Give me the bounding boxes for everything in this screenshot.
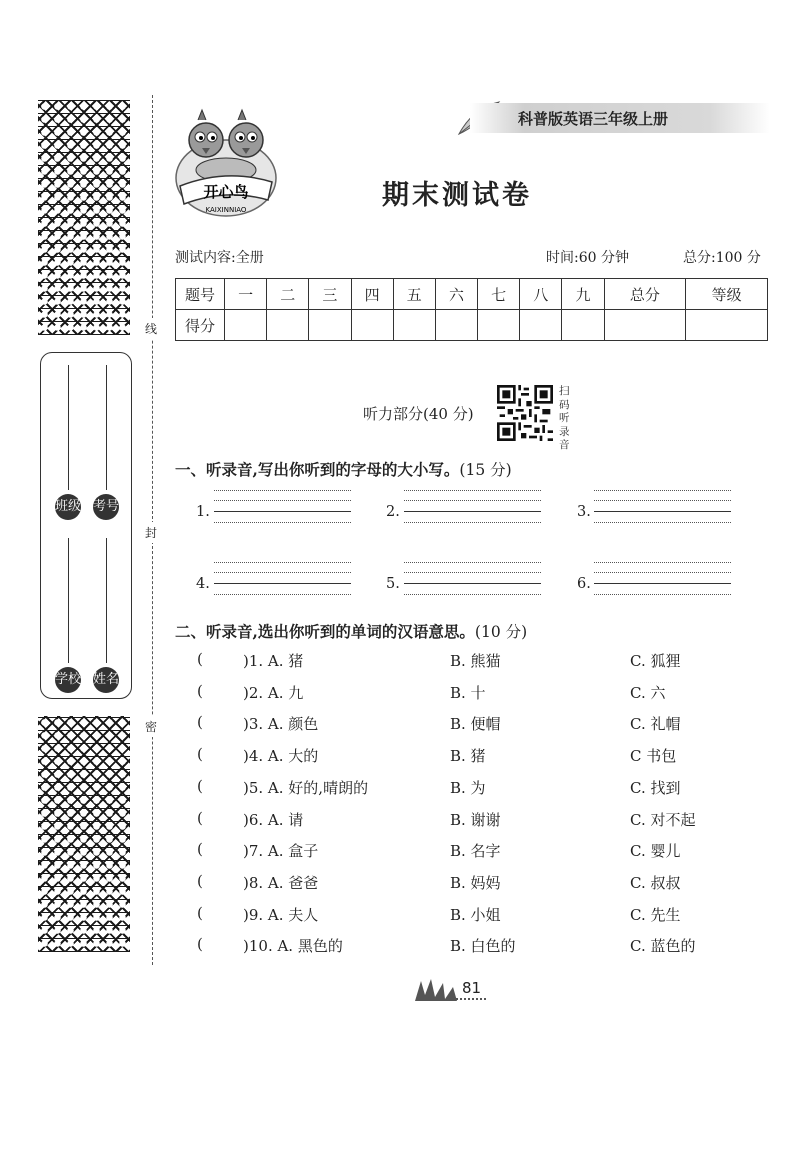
option-b[interactable]: B. 妈妈	[450, 874, 501, 892]
section2-heading	[175, 620, 527, 642]
test-time: 时间:60 分钟	[546, 250, 629, 266]
grass-icon	[413, 977, 459, 1003]
class-label: 班级	[55, 494, 81, 520]
option-a[interactable]: )3. A. 颜色	[243, 715, 319, 733]
decorative-pattern-top	[38, 100, 130, 335]
option-b[interactable]: B. 猪	[450, 747, 486, 765]
kaixinniao-logo	[172, 108, 280, 220]
answer-paren[interactable]: (	[197, 713, 203, 731]
option-a[interactable]: )4. A. 大的	[243, 747, 319, 765]
header-cell: 五	[393, 279, 435, 310]
option-b[interactable]: B. 十	[450, 684, 486, 702]
header-cell: 六	[435, 279, 477, 310]
score-table-score-row	[176, 310, 768, 341]
option-a[interactable]: )6. A. 请	[243, 811, 304, 829]
header-cell: 八	[520, 279, 562, 310]
class-write-line[interactable]	[68, 365, 69, 490]
write-num: 1.	[196, 504, 210, 520]
writing-lines-6[interactable]	[594, 562, 731, 595]
score-cell[interactable]	[267, 310, 309, 341]
section1-heading-text: 一、听录音,写出你听到的字母的大小写。	[175, 460, 460, 479]
page-number: 81	[462, 979, 482, 997]
binding-mark-seal: 封	[145, 522, 157, 543]
option-a[interactable]: )5. A. 好的,晴朗的	[243, 779, 369, 797]
score-cell[interactable]	[225, 310, 267, 341]
option-a[interactable]: )10. A. 黑色的	[243, 937, 343, 955]
banner-text: 科普版英语三年级上册	[518, 110, 669, 128]
header-cell: 二	[267, 279, 309, 310]
score-cell[interactable]	[478, 310, 520, 341]
qr-code-icon[interactable]	[497, 385, 553, 441]
score-cell[interactable]	[604, 310, 686, 341]
header-cell: 四	[351, 279, 393, 310]
option-b[interactable]: B. 小姐	[450, 906, 501, 924]
header-cell: 一	[225, 279, 267, 310]
decorative-pattern-bottom	[38, 716, 130, 952]
score-cell[interactable]	[562, 310, 604, 341]
score-cell[interactable]	[309, 310, 351, 341]
option-b[interactable]: B. 名字	[450, 842, 501, 860]
answer-paren[interactable]: (	[197, 650, 203, 668]
write-num: 6.	[577, 576, 591, 592]
section2-heading-text: 二、听录音,选出你听到的单词的汉语意思。	[175, 622, 475, 641]
option-c[interactable]: C 书包	[630, 747, 677, 765]
option-b[interactable]: B. 为	[450, 779, 486, 797]
score-cell[interactable]	[686, 310, 768, 341]
write-num: 4.	[196, 576, 210, 592]
header-cell: 总分	[604, 279, 686, 310]
name-write-line[interactable]	[106, 538, 107, 663]
option-a[interactable]: )8. A. 爸爸	[243, 874, 319, 892]
option-c[interactable]: C. 对不起	[630, 811, 696, 829]
test-total-score: 总分:100 分	[683, 250, 761, 266]
binding-mark-secret: 密	[145, 716, 157, 737]
option-a[interactable]: )2. A. 九	[243, 684, 304, 702]
answer-paren[interactable]: (	[197, 682, 203, 700]
answer-paren[interactable]: (	[197, 872, 203, 890]
name-field	[93, 538, 119, 693]
student-info-box	[40, 352, 132, 699]
score-cell[interactable]	[520, 310, 562, 341]
listening-section-label: 听力部分(40 分)	[363, 405, 474, 423]
write-num: 3.	[577, 504, 591, 520]
exam-number-label: 考号	[93, 494, 119, 520]
option-c[interactable]: C. 礼帽	[630, 715, 681, 733]
write-num: 2.	[386, 504, 400, 520]
header-cell: 题号	[176, 279, 225, 310]
option-c[interactable]: C. 叔叔	[630, 874, 681, 892]
answer-paren[interactable]: (	[197, 777, 203, 795]
writing-lines-5[interactable]	[404, 562, 541, 595]
writing-lines-1[interactable]	[214, 490, 351, 523]
header-cell: 九	[562, 279, 604, 310]
header-cell: 七	[478, 279, 520, 310]
writing-lines-4[interactable]	[214, 562, 351, 595]
option-a[interactable]: )9. A. 夫人	[243, 906, 319, 924]
section1-heading	[175, 458, 512, 480]
writing-lines-2[interactable]	[404, 490, 541, 523]
option-b[interactable]: B. 便帽	[450, 715, 501, 733]
answer-paren[interactable]: (	[197, 935, 203, 953]
binding-mark-line: 线	[145, 318, 157, 339]
option-c[interactable]: C. 婴儿	[630, 842, 681, 860]
option-a[interactable]: )7. A. 盒子	[243, 842, 319, 860]
name-label: 姓名	[93, 667, 119, 693]
option-b[interactable]: B. 熊猫	[450, 652, 501, 670]
page-number-dots	[456, 998, 486, 1000]
header-cell: 三	[309, 279, 351, 310]
score-cell[interactable]	[435, 310, 477, 341]
score-cell[interactable]	[351, 310, 393, 341]
qr-label: 扫码听录音	[559, 385, 570, 451]
option-c[interactable]: C. 蓝色的	[630, 937, 696, 955]
school-write-line[interactable]	[68, 538, 69, 663]
option-b[interactable]: B. 谢谢	[450, 811, 501, 829]
answer-paren[interactable]: (	[197, 745, 203, 763]
class-field	[55, 365, 81, 520]
writing-lines-3[interactable]	[594, 490, 731, 523]
test-content: 测试内容:全册	[175, 250, 264, 266]
option-c[interactable]: C. 狐狸	[630, 652, 681, 670]
option-c[interactable]: C. 先生	[630, 906, 681, 924]
logo-text: 开心鸟	[203, 183, 249, 201]
page-title: 期末测试卷	[382, 180, 532, 211]
score-table-header-row	[176, 279, 768, 310]
answer-paren[interactable]: (	[197, 840, 203, 858]
option-c[interactable]: C. 找到	[630, 779, 681, 797]
school-label: 学校	[55, 667, 81, 693]
section2-points: (10 分)	[474, 623, 528, 641]
header-cell: 等级	[686, 279, 768, 310]
write-num: 5.	[386, 576, 400, 592]
school-field	[55, 538, 81, 693]
answer-paren[interactable]: (	[197, 904, 203, 922]
section1-points: (15 分)	[459, 461, 512, 479]
answer-paren[interactable]: (	[197, 809, 203, 827]
score-cell[interactable]	[393, 310, 435, 341]
option-b[interactable]: B. 白色的	[450, 937, 516, 955]
logo-subtext: KAIXINNIAO	[205, 206, 247, 214]
option-c[interactable]: C. 六	[630, 684, 666, 702]
grade-banner	[470, 103, 770, 133]
score-table	[175, 278, 768, 341]
option-a[interactable]: )1. A. 猪	[243, 652, 304, 670]
exam-number-write-line[interactable]	[106, 365, 107, 490]
row-label: 得分	[176, 310, 225, 341]
exam-number-field	[93, 365, 119, 520]
